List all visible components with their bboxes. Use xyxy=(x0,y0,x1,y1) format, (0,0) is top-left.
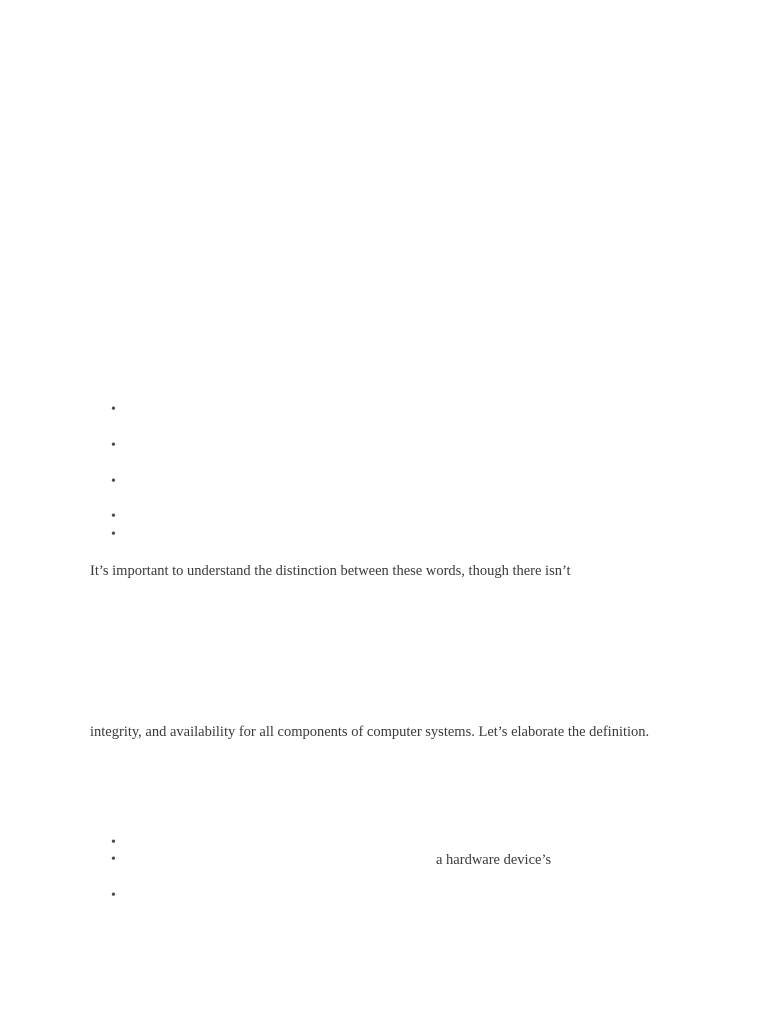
bullet-marker: • xyxy=(111,509,116,524)
paragraph-text: integrity, and availability for all components of computer systems. Let’s elaborate the definition. xyxy=(90,724,650,740)
list-item-text: a hardware device’s xyxy=(436,852,552,868)
bullet-marker: • xyxy=(111,402,116,417)
bullet-marker: • xyxy=(111,527,116,542)
bullet-marker: • xyxy=(111,835,116,850)
bullet-marker: • xyxy=(111,438,116,453)
bullet-marker: • xyxy=(111,852,116,867)
paragraph-text: It’s important to understand the distinction between these words, though there isn’t xyxy=(90,563,571,579)
bullet-marker: • xyxy=(111,888,116,903)
bullet-marker: • xyxy=(111,474,116,489)
